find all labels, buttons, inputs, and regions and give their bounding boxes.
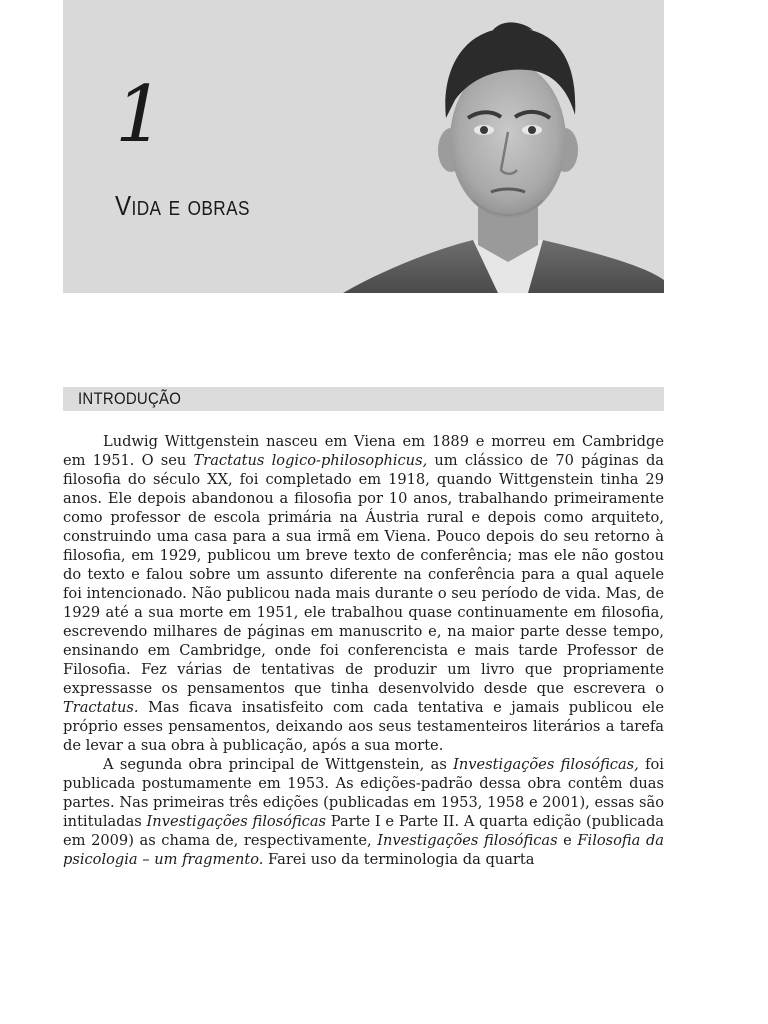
section-header [63,387,664,411]
section-title: INTRODUÇÃO [78,389,182,408]
chapter-number: 1 [115,70,165,160]
text-run: um clássico de 70 páginas da filosofia do século XX, foi completado em 1918, quando Wittgenstein tinha 29 anos. Ele depois abandonou a filosofia por 10 anos, trabalhando primeiramente como professor de escola primária na Áustria rural e depois como arquiteto, construindo uma casa para a sua irmã em Viena. Pouco depois do seu retorno à filosofia, em 1929, publicou um breve texto de conferência; mas ele não gostou do texto e falou sobre um assunto diferente na conferência para a qual aquele foi intencionado. Não publicou nada mais durante o seu período de vida. Mas, de 1929 até a sua morte em 1951, ele trabalhou quase continuamente em filosofia, escrevendo milhares de páginas em manuscrito e, na maior parte desse tempo, ensinando em Cambridge, onde foi conferencista e mais tarde Professor de Filosofia. Fez várias de tentativas de produzir um livro que propriamente expressasse os pensamentos que tinha desenvolvido desde que escrevera o [63,452,664,697]
italic-text-run: Investigações filosóficas [146,813,327,830]
text-run: Mas ficava insatisfeito com cada tentativa e jamais publicou ele próprio esses pensamentos, deixando aos seus testamenteiros literários a tarefa de levar a sua obra à publicação, após a sua morte. [63,699,664,754]
chapter-title: Vida e obras [115,190,250,221]
text-run: Farei uso da terminologia da quarta [263,851,535,868]
italic-text-run: Tractatus logico-philosophicus, [193,452,428,469]
text-run: Parte I e Parte II. A quarta edição (publicada em 2009) as chama de, respectivamente, [63,813,664,849]
text-run: A segunda obra principal de Wittgenstein, as [103,756,454,773]
paragraph [63,432,664,755]
italic-text-run: Filosofia da psicologia – um fragmento. [63,832,664,868]
italic-text-run: Investigações filosóficas [377,832,558,849]
text-run: foi publicada postumamente em 1953. As edições-padrão dessa obra contêm duas partes. Nas primeiras três edições (publicadas em 1953, 1958 e 2001), essas são intituladas [63,756,664,830]
text-run: e [557,832,578,849]
italic-text-run: Tractatus. [63,699,139,716]
paragraph [63,755,664,869]
italic-text-run: Investigações filosóficas, [453,756,639,773]
body-text [63,432,664,869]
text-run: Ludwig Wittgenstein nasceu em Viena em 1889 e morreu em Cambridge em 1951. O seu [63,433,664,469]
chapter-header [63,0,664,293]
author-portrait [343,0,664,293]
